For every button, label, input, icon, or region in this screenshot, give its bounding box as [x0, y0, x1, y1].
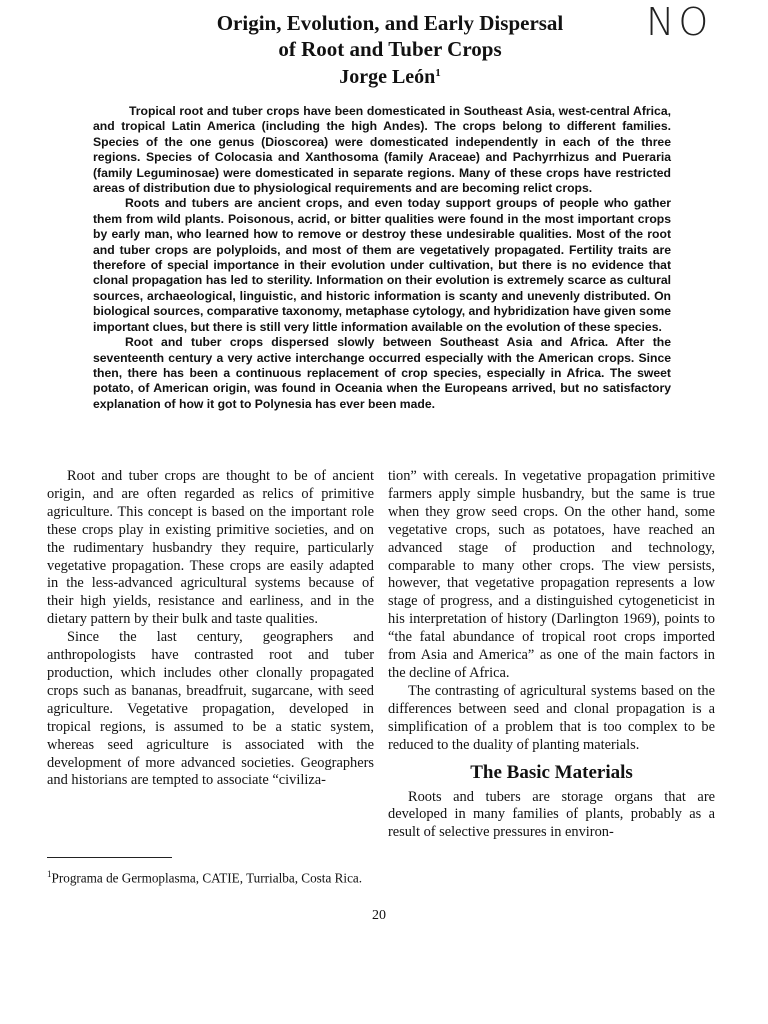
author-text: Jorge León — [339, 66, 436, 88]
page-number: 20 — [372, 908, 386, 923]
abstract-paragraph-2: Roots and tubers are ancient crops, and even today support groups of people who gather them from wild plants. Poisonous, acrid, or bitter qualities were found in the most important crops by early man, who learned how to remove or destroy these undesirable qualities. Most of the root and tuber crops are polyploids, and most of them are vegetatively propagated. Fertility traits are therefore of special importance in their evolution under cultivation, but there is no evidence that clonal propagation has led to sterility. Information on their evolution is extremely scarce as cultural sources, archaeological, linguistic, and historic information is scanty and unevenly distributed. On biological sources, comparative taxonomy, metaphase cytology, and hybridization have given some important clues, but there is still very little information available on the evolution of these species. — [93, 196, 671, 334]
body-paragraph: The contrasting of agricultural systems based on the differences between seed and clonal propagation is a simplification of a problem that is too complex to be reduced to the duality of planting materials. — [388, 682, 715, 753]
section-heading: The Basic Materials — [470, 761, 633, 783]
title-line-2: of Root and Tuber Crops — [278, 37, 502, 61]
article-title — [180, 10, 600, 62]
footnote — [47, 866, 374, 886]
body-paragraph: Since the last century, geographers and anthropologists have contrasted root and tuber production, which includes other clonally propagated crops such as bananas, breadfruit, sugarcane, with seed agriculture. Vegetative propagation, developed in tropical regions, is assumed to be a static system, whereas seed agriculture is associated with the development of more advanced societies. Geographers and historians are tempted to associate “civiliza- — [47, 629, 374, 789]
body-column-left — [47, 468, 374, 790]
abstract-paragraph-3: Root and tuber crops dispersed slowly between Southeast Asia and Africa. After the seventeenth century a very active interchange occurred especially with the American crops. Since then, there has been a continuous replacement of crop species, especially in Africa. The sweet potato, of American origin, was found in Oceania when the Europeans arrived, but no satisfactory explanation of how it got to Polynesia has ever been made. — [93, 335, 671, 411]
footnote-divider — [47, 857, 172, 858]
title-line-1: Origin, Evolution, and Early Dispersal — [216, 11, 564, 35]
body-paragraph: tion” with cereals. In vegetative propagation primitive farmers apply simple husbandry, but the same is true when they grow seed crops. On the other hand, some vegetative crops, such as potatoes, have reached an advanced stage of production and technology, comparable to many other crops. The view persists, however, that vegetative propagation represents a low stage of progress, and a distinguished cytogeneticist in his interpretation of history (Darlington 1969), points to “the fatal abundance of tropical root crops imported from Asia and America” as one of the main factors in the decline of Africa. — [388, 468, 715, 681]
body-column-right — [388, 468, 715, 842]
author-name — [280, 66, 500, 89]
abstract — [93, 104, 671, 412]
body-paragraph: Root and tuber crops are thought to be of ancient origin, and are often regarded as relics of primitive agriculture. This concept is based on the important role these crops play in existing primitive societies, and on the rudimentary husbandry they require, particularly vegetative propagation. These crops are easily adapted in the less-advanced agricultural systems because of their high yields, resistance and earliness, and in the dietary pattern by their bulk and taste qualities. — [47, 468, 374, 628]
author-footnote-marker: 1 — [435, 67, 441, 79]
footnote-text: Programa de Germoplasma, CATIE, Turrialba, Costa Rica. — [51, 870, 363, 886]
abstract-paragraph-1: Tropical root and tuber crops have been domesticated in Southeast Asia, west-central Africa, and tropical Latin America (including the high Andes). The crops belong to different families. Species of the one genus (Dioscorea) were domesticated independently in each of the three regions. Species of Colocasia and Xanthosoma (family Araceae) and Pachyrrhizus and Pueraria (family Leguminosae) were domesticated in separate regions. Many of these crops have restricted areas of distribution due to physiological requirements and are becoming relict crops. — [93, 104, 671, 196]
footnote-marker: 1 — [47, 869, 52, 879]
body-paragraph: Roots and tubers are storage organs that are developed in many families of plants, probably as a result of selective pressures in environ- — [388, 788, 715, 841]
handwritten-mark: NO — [646, 0, 713, 44]
